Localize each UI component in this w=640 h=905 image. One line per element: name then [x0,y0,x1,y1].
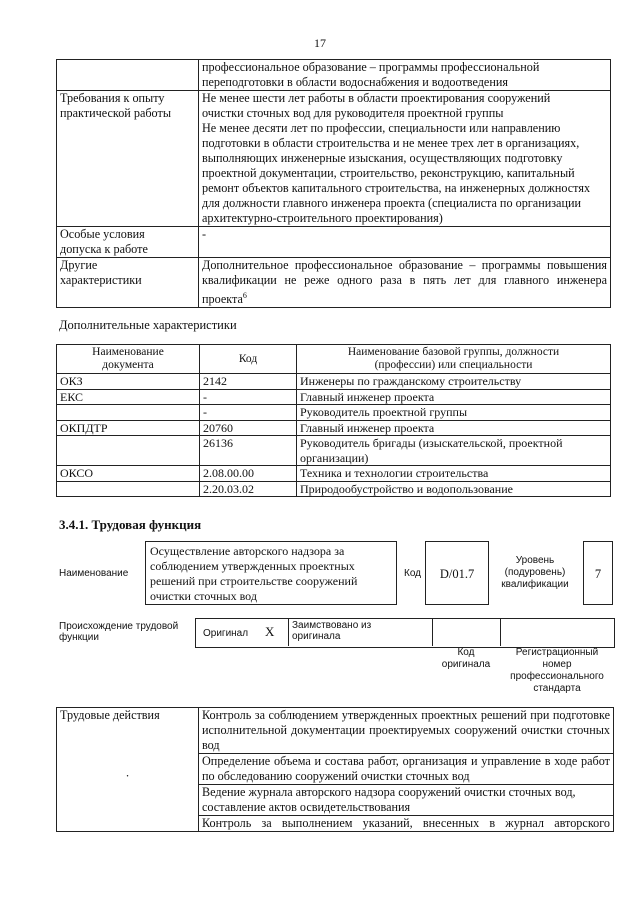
labor-action-item: Ведение журнала авторского надзора сооружений очистки сточных вод, составление актов освидетельствования [199,785,614,816]
cell-name: Руководитель проектной группы [297,405,611,421]
table-row [57,466,611,482]
labor-action-item: Определение объема и состава работ, организация и управление в ходе работ по обследованию сооружений очистки сточных вод [199,754,614,785]
cell-name: Главный инженер проекта [297,420,611,436]
column-header-document: Наименование документа [57,345,200,374]
origin-box [195,618,615,648]
additional-characteristics-table [56,344,611,497]
labor-action-item: Контроль за соблюдением утвержденных проектных решений при подготовке исполнительной документации проектируемых сооружений очистки сточных вод [199,708,614,754]
special-conditions-value: - [199,227,611,258]
level-value: 7 [583,541,613,605]
table-row [57,389,611,405]
cell-name: Техника и технологии строительства [297,466,611,482]
labor-actions-label [57,708,199,832]
cell-name: Руководитель бригады (изыскательской, проектной организации) [297,436,611,466]
qualification-requirements-table [56,59,611,308]
cell-code: 2.20.03.02 [200,481,297,497]
table-row [57,708,614,754]
section-title: 3.4.1. Трудовая функция [59,517,202,532]
column-header-code: Код [200,345,297,374]
table-row [57,420,611,436]
cell-doc [57,481,200,497]
page-number: 17 [314,36,326,50]
other-characteristics-label: Другие характеристики [57,258,199,308]
table-row [57,258,611,308]
cell-doc: ОКСО [57,466,200,482]
divider [500,618,501,646]
other-characteristics-value [199,258,611,308]
cell-code: 2.08.00.00 [200,466,297,482]
original-mark: X [265,624,275,639]
function-name-label: Наименование [59,568,129,579]
level-label: Уровень (подуровень) квалификации [501,555,569,590]
function-name-value: Осуществление авторского надзора за соблюдением утвержденных проектных решений при строительстве сооружений очистки сточных вод [145,541,397,605]
table-row [57,405,611,421]
experience-value [199,91,611,227]
cell-doc [57,405,200,421]
footnote-mark: 6 [242,291,247,300]
cell-name: Природообустройство и водопользование [297,481,611,497]
table-header-row [57,345,611,374]
cell-code: 2142 [200,374,297,390]
table-row [57,227,611,258]
table-row [57,60,611,91]
experience-text-2: Не менее десяти лет по профессии, специальности или направлению подготовки в области строительства и не менее трех лет в организациях, выполняющих инженерные изыскания, осуществляющих подготовку проектной документации, строительство, реконструкцию, капитальный ремонт объектов капитального строительства, на инженерных должностях для должности главного инженера проекта (специалиста по организации архитектурно-строительного проектирования) [202,121,591,225]
code-original-label: Код оригинала [441,647,491,670]
table-cell: профессиональное образование – программы профессиональной переподготовки в области водоснабжения и водоотведения [199,60,611,91]
column-header-name: Наименование базовой группы, должности (профессии) или специальности [297,345,611,374]
other-characteristics-text: Дополнительное профессиональное образование – программы повышения квалификации не реже одного раза в пять лет для главного инженера проекта [202,258,607,307]
reg-number-label: Регистрационный номер профессионального стандарта [510,647,604,694]
cell-code: 26136 [200,436,297,466]
code-value: D/01.7 [425,541,489,605]
table-row [57,374,611,390]
divider [432,618,433,646]
code-label: Код [404,568,422,579]
divider [288,618,289,646]
cell-doc: ОКПДТР [57,420,200,436]
additional-characteristics-title: Дополнительные характеристики [59,318,237,332]
special-conditions-label: Особые условия допуска к работе [57,227,199,258]
original-label: Оригинал [203,628,249,639]
cell-name: Главный инженер проекта [297,389,611,405]
bullet-mark: · [125,769,130,783]
origin-label: Происхождение трудовой функции [59,621,179,643]
cell-name: Инженеры по гражданскому строительству [297,374,611,390]
table-row [57,481,611,497]
cell-doc: ОКЗ [57,374,200,390]
labor-actions-table [56,707,614,832]
borrowed-label: Заимствовано из оригинала [292,620,372,642]
cell-code: - [200,389,297,405]
cell-code: 20760 [200,420,297,436]
cell-code: - [200,405,297,421]
table-row [57,91,611,227]
table-cell [57,60,199,91]
cell-doc [57,436,200,466]
cell-doc: ЕКС [57,389,200,405]
labor-actions-label-text: Трудовые действия [60,708,160,722]
experience-text-1: Не менее шести лет работы в области проектирования сооружений очистки сточных вод для руководителя проектной группы [202,91,551,120]
table-row [57,436,611,466]
labor-action-item: Контроль за выполнением указаний, внесенных в журнал авторского [199,816,614,832]
experience-label: Требования к опыту практической работы [57,91,199,227]
